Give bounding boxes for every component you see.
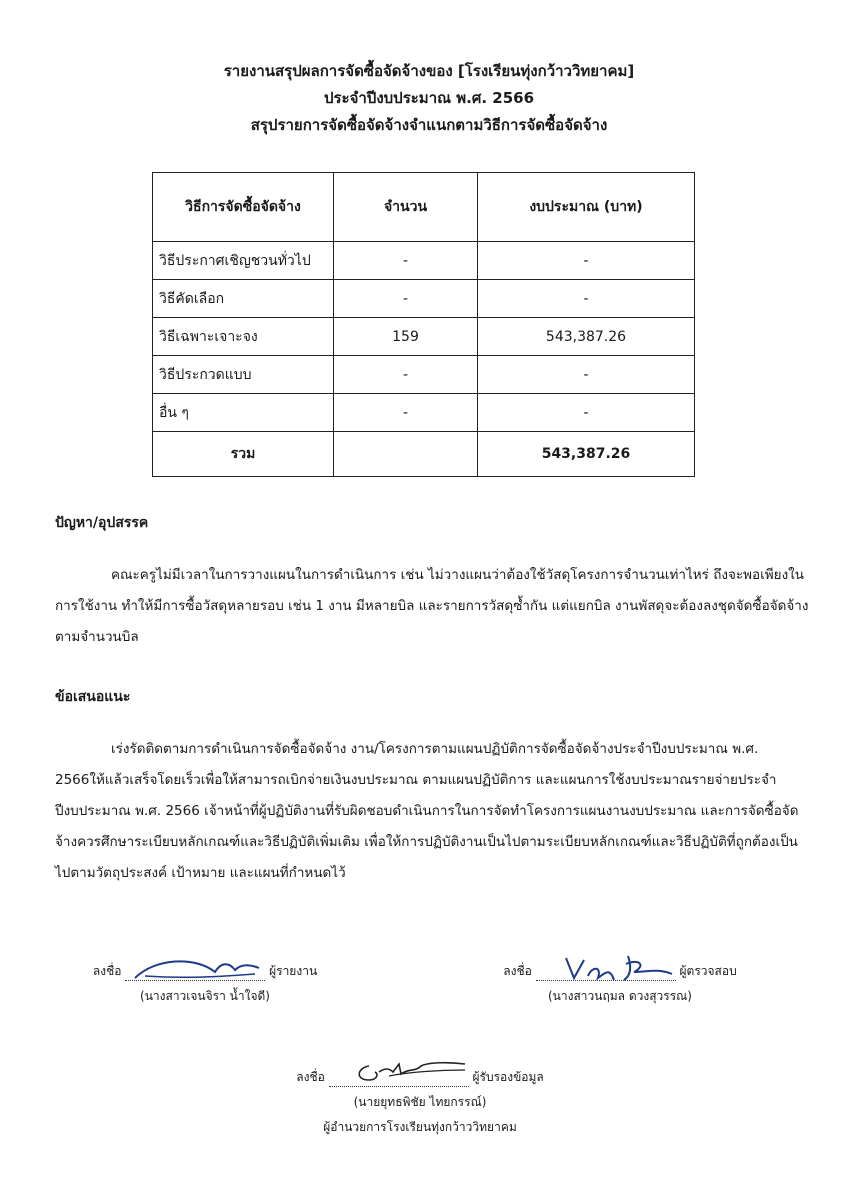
summary-subtitle: สรุปรายการจัดซื้อจัดจ้างจำแนกตามวิธีการจัดซื้อจัดจ้าง [250,116,608,134]
table-row [153,280,695,318]
fiscal-year-title: ประจำปีงบประมาณ พ.ศ. 2566 [323,89,535,107]
problems-paragraph: คณะครูไม่มีเวลาในการวางแผนในการดำเนินการ เช่น ไม่วางแผนว่าต้องใช้วัสดุโครงการจำนวนเท่าไหร่ ถึงจะพอเพียงในการใช้งาน ทำให้มีการซื้อวัสดุหลายรอบ เช่น 1 งาน มีหลายบิล และรายการวัสดุซ้ำกัน แต่แยกบิล งานพัสดุจะต้องลงชุดจัดซื้อจัดจ้างตามจำนวนบิล [55,567,809,645]
table-row [153,318,695,356]
table-header-row [153,173,695,242]
problems-heading: ปัญหา/อุปสรรค [55,515,149,531]
table-total-row [153,432,695,477]
table-row [153,242,695,280]
row-budget: - [478,242,695,280]
certifier-role: ผู้รับรองข้อมูล [472,1070,544,1084]
reporter-signature [125,966,265,981]
procurement-summary-table [152,172,695,477]
row-method: วิธีเฉพาะเจาะจง [153,318,334,356]
certifier-position: ผู้อำนวยการโรงเรียนทุ่งกว้าววิทยาคม [323,1120,517,1134]
row-count: - [334,394,478,432]
total-count [334,432,478,477]
row-count: - [334,280,478,318]
certifier-signature-block [270,1068,570,1137]
row-budget: 543,387.26 [478,318,695,356]
reviewer-name: (นางสาวนฤมล ดวงสุวรรณ) [548,989,692,1003]
header-budget: งบประมาณ (บาท) [478,173,695,242]
reviewer-signature [536,966,676,981]
suggestions-paragraph: เร่งรัดติดตามการดำเนินการจัดซื้อจัดจ้าง งาน/โครงการตามแผนปฏิบัติการจัดซื้อจัดจ้างประจำปีงบประมาณ พ.ศ. 2566ให้แล้วเสร็จโดยเร็วเพื่อให้สามารถเบิกจ่ายเงินงบประมาณ ตามแผนปฏิบัติการ และแผนการใช้งบประมาณรายจ่ายประจำปีงบประมาณ พ.ศ. 2566 เจ้าหน้าที่ผู้ปฏิบัติงานที่รับผิดชอบดำเนินการในการจัดทำโครงการแผนงานงบประมาณ และการจัดซื้อจัดจ้างควรศึกษาระเบียบหลักเกณฑ์และวิธีปฏิบัติเพิ่มเติม เพื่อให้การปฏิบัติงานเป็นไปตามระเบียบหลักเกณฑ์และวิธีปฏิบัติที่ถูกต้องเป็นไปตามวัตถุประสงค์ เป้าหมาย และแผนที่กำหนดไว้ [55,741,799,881]
row-method: วิธีประกาศเชิญชวนทั่วไป [153,242,334,280]
row-budget: - [478,356,695,394]
suggestions-heading: ข้อเสนอแนะ [55,689,131,705]
row-budget: - [478,280,695,318]
certifier-signature [329,1072,469,1087]
report-title: รายงานสรุปผลการจัดซื้อจัดจ้างของ [โรงเรียนทุ่งกว้าววิทยาคม] [223,62,635,80]
row-budget: - [478,394,695,432]
row-count: - [334,242,478,280]
row-method: วิธีประกวดแบบ [153,356,334,394]
reporter-role: ผู้รายงาน [269,964,318,978]
sign-prefix: ลงชื่อ [296,1070,325,1084]
total-budget: 543,387.26 [478,432,695,477]
reviewer-signature-block [470,962,770,1006]
reviewer-role: ผู้ตรวจสอบ [679,964,737,978]
header-count: จำนวน [334,173,478,242]
total-label: รวม [153,432,334,477]
header-method: วิธีการจัดซื้อจัดจ้าง [153,173,334,242]
row-method: อื่น ๆ [153,394,334,432]
reporter-name: (นางสาวเจนจิรา น้ำใจดี) [140,989,270,1003]
table-row [153,394,695,432]
table-row [153,356,695,394]
sign-prefix: ลงชื่อ [92,964,122,978]
certifier-name: (นายยุทธพิชัย ไทยกรรณ์) [353,1095,487,1109]
reporter-signature-block [60,962,350,1006]
row-method: วิธีคัดเลือก [153,280,334,318]
row-count: 159 [334,318,478,356]
sign-prefix: ลงชื่อ [503,964,532,978]
row-count: - [334,356,478,394]
report-title-block [0,58,858,139]
